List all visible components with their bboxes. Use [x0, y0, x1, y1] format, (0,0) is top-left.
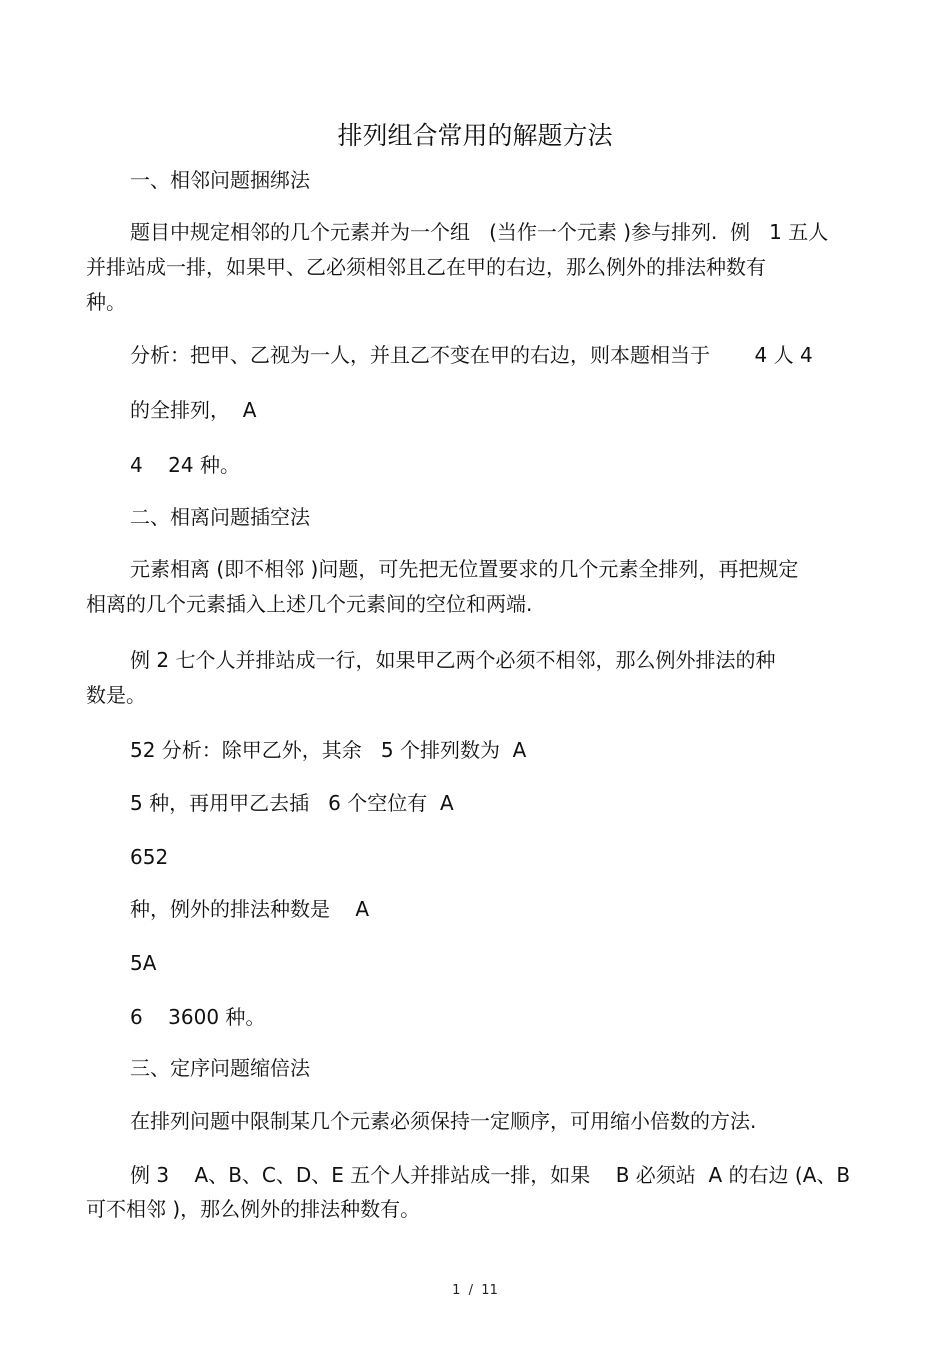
example-line: 数是。 — [86, 683, 146, 707]
example-line: 例 2 七个人并排站成一行，如果甲乙两个必须不相邻，那么例外排法的种 — [130, 648, 776, 672]
section-heading-separate: 二、相离问题插空法 — [130, 505, 310, 529]
example-line: 例 3 A、B、C、D、E 五个人并排站成一排，如果 B 必须站 A 的右边 (A、B — [130, 1163, 851, 1187]
analysis-line: 52 分析：除甲乙外，其余 5 个排列数为 A — [130, 738, 527, 762]
paragraph-line: 相离的几个元素插入上述几个元素间的空位和两端. — [86, 592, 533, 616]
analysis-line: 分析：把甲、乙视为一人，并且乙不变在甲的右边，则本题相当于 4 人 4 — [130, 343, 813, 367]
analysis-line: 6 3600 种。 — [130, 1005, 266, 1029]
analysis-line: 种，例外的排法种数是 A — [130, 897, 370, 921]
analysis-line: 的全排列， A — [130, 398, 257, 422]
paragraph-line: 并排站成一排，如果甲、乙必须相邻且乙在甲的右边，那么例外的排法种数有 — [86, 255, 766, 279]
analysis-line: 652 — [130, 845, 169, 869]
analysis-line: 5 种，再用甲乙去插 6 个空位有 A — [130, 791, 454, 815]
section-heading-adjacent: 一、相邻问题捆绑法 — [130, 168, 310, 192]
paragraph-line: 题目中规定相邻的几个元素并为一个组 (当作一个元素 )参与排列. 例 1 五人 — [130, 220, 829, 244]
paragraph-line: 元素相离 (即不相邻 )问题，可先把无位置要求的几个元素全排列，再把规定 — [130, 557, 799, 581]
page-number: 1 / 11 — [452, 1283, 498, 1298]
paragraph-line: 在排列问题中限制某几个元素必须保持一定顺序，可用缩小倍数的方法. — [130, 1109, 757, 1133]
analysis-line: 5A — [130, 951, 157, 975]
document-title: 排列组合常用的解题方法 — [337, 121, 613, 150]
analysis-line: 4 24 种。 — [130, 453, 240, 477]
example-line: 可不相邻 )，那么例外的排法种数有。 — [86, 1197, 421, 1221]
paragraph-line: 种。 — [86, 290, 126, 314]
section-heading-ordered: 三、定序问题缩倍法 — [130, 1056, 310, 1080]
